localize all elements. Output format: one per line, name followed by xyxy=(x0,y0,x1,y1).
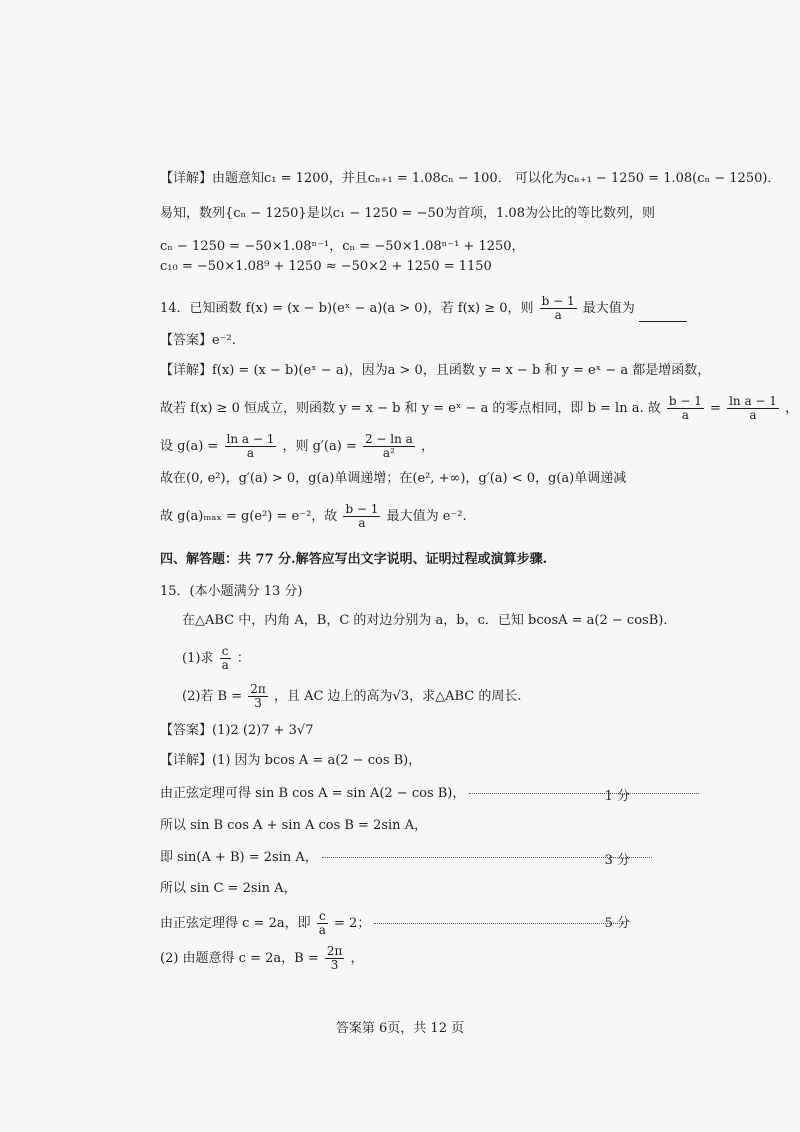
text-span: 14．已知函数 f(x) = (x − b)(eˣ − a)(a > 0)，若 f(x) ≥ 0，则 xyxy=(160,301,534,316)
fraction: $\frac{b - 1}{a}$ xyxy=(541,294,575,322)
text-line: 设 g(a) = $\frac{\text{ln a − 1}}{a}$ ，则 g′(a) = $\frac{\text{2 − ln a}}{\text{a²}}$ ， xyxy=(160,432,434,460)
text-line: 【详解】(1) 因为 bcos A = a(2 − cos B)， xyxy=(160,753,422,768)
text-line: 故若 f(x) ≥ 0 恒成立，则函数 y = x − b 和 y = eˣ − a 的零点相同，即 b = ln a. 故 $\frac{b - 1}{a}$ = $\frac{\text{ln a − 1}}{a}$ ， xyxy=(160,394,799,422)
page-footer: 答案第 6页，共 12 页 xyxy=(335,1021,465,1036)
text-line: cₙ − 1250 = −50×1.08ⁿ⁻¹，cₙ = −50×1.08ⁿ⁻¹ + 1250， xyxy=(160,239,525,254)
text-line: 故在(0, e²)，g′(a) > 0，g(a)单调递增；在(e², +∞)，g′(a) < 0，g(a)单调递减 xyxy=(160,471,627,486)
text-line: (2) 由题意得 c = 2a，B = $\frac{2\pi}{3}$ ， xyxy=(160,944,364,972)
text-line: 由正弦定理得 c = 2a，即 $\frac{c}{a}$ = 2； xyxy=(160,910,628,937)
sub-question-1: (1)求 $\frac{c}{a}$ ： xyxy=(182,644,250,672)
question-14 xyxy=(160,295,687,322)
score-label: 1 分 xyxy=(604,789,630,804)
score-label: 3 分 xyxy=(604,853,630,868)
sub-question-2: (2)若 B = $\frac{2\pi}{3}$ ，且 AC 边上的高为√3，求△ABC 的周长. xyxy=(182,682,522,710)
text-line: 所以 sin C = 2sin A， xyxy=(160,881,297,896)
text-line: 【详解】由题意知c₁ = 1200，并且cₙ₊₁ = 1.08cₙ − 100． 可以化为cₙ₊₁ − 1250 = 1.08(cₙ − 1250)． xyxy=(160,171,781,186)
text-line: 所以 sin B cos A + sin A cos B = 2sin A， xyxy=(160,818,428,833)
section-heading: 四、解答题：共 77 分.解答应写出文字说明、证明过程或演算步骤. xyxy=(160,552,548,567)
answer-line: 【答案】(1)2 (2)7 + 3√7 xyxy=(160,723,314,738)
question-15-title: 15．(本小题满分 13 分) xyxy=(160,584,303,599)
text-line: 【详解】f(x) = (x − b)(eˣ − a)，因为a > 0，且函数 y = x − b 和 y = eˣ − a 都是增函数， xyxy=(160,363,711,378)
text-line: 即 sin(A + B) = 2sin A， xyxy=(160,849,656,867)
text-line: 故 g(a)ₘₐₓ = g(e²) = e⁻²，故 $\frac{b - 1}{a}$ 最大值为 e⁻². xyxy=(160,502,467,530)
score-label: 5 分 xyxy=(604,916,630,931)
text-line: c₁₀ = −50×1.08⁹ + 1250 ≈ −50×2 + 1250 = 1150 xyxy=(160,259,492,274)
text-line: 易知，数列{cₙ − 1250}是以c₁ − 1250 = −50为首项，1.08为公比的等比数列，则 xyxy=(160,206,655,221)
text-line: 在△ABC 中，内角 A，B，C 的对边分别为 a，b，c．已知 bcosA = a(2 − cosB)． xyxy=(182,613,677,628)
text-line: 【答案】e⁻². xyxy=(160,333,236,348)
text-line: 由正弦定理可得 sin B cos A = sin A(2 − cos B)， xyxy=(160,785,703,803)
text-span: 最大值为 xyxy=(582,301,635,316)
answer-blank xyxy=(639,307,687,322)
